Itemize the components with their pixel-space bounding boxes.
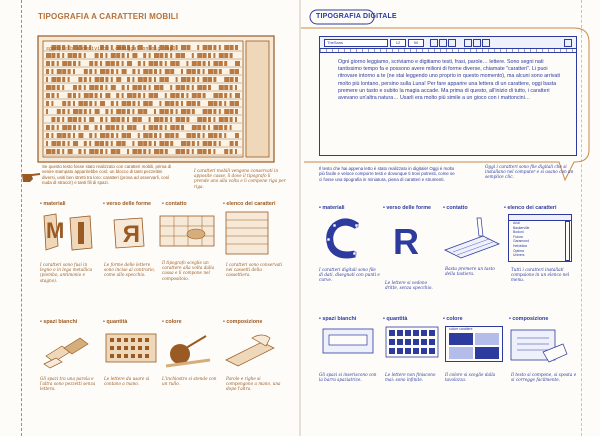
composing-stick-illustration xyxy=(158,212,216,250)
font-list-items[interactable] xyxy=(513,221,563,258)
left-note-materials: I caratteri sono fusi in legno o in lega metallica (piombo, antimonio e stagno). xyxy=(40,262,93,283)
screen-text[interactable]: Ogni giorno leggiamo, scriviamo e digitiamo testi, frasi, parole… lettere. Sono segni nati tantissimo tempo fa e possono avere milioni di forme diverse, chiamate "caratteri". Li puoi ritrovare intorno a te (ne stai leggendo uno proprio in questo momento), ma alcuni sono arrivati molto più lontano, persino sulla Luna! Per fare apparire una lettera di un carattere, oggi basta premere un tasto e subito la magia accade. Ma prima di questo, all'inizio di tutto, i caratteri avevano un'altra natura… Usarli era molto più simile a un gioco con i mattoncini… xyxy=(338,59,561,102)
left-note-quantity: Le lettere da usare si contano a mano. xyxy=(104,376,150,387)
palette-label: colore carattere xyxy=(449,327,473,331)
letter-grid-illustration xyxy=(385,326,439,358)
right-label-contact: • contatto xyxy=(443,205,468,211)
svg-text:M: M xyxy=(46,218,65,243)
align-left-button[interactable] xyxy=(464,39,472,47)
color-swatches[interactable] xyxy=(449,333,499,359)
mouse-hand-illustration xyxy=(509,324,569,364)
right-note-contact: Basta premere un tasto della tastiera. xyxy=(445,266,495,277)
type-cabinet-illustration xyxy=(224,210,270,256)
left-note-composition: Parole e righe si compongono a mano, una dopo l'altra. xyxy=(226,376,281,392)
spacebar-illustration xyxy=(321,327,375,357)
right-intro-text: Il testo che hai appena letto è stato realizzato in digitale! Oggi è molto più facile e veloce comporre testi e dovunque ti trovi potresti, come se ci fosse una tipografia in miniatura, piena di caratteri e strumenti. xyxy=(319,166,455,182)
right-note-color: Il colore si sceglie dalla tavolozza. xyxy=(445,372,496,383)
right-note-spaces: Gli spazi si inseriscono con la barra spaziatrice. xyxy=(319,372,377,383)
right-label-quantity: • quantità xyxy=(383,316,408,322)
mirrored-letter-illustration xyxy=(108,212,150,252)
right-label-color: • colore xyxy=(443,316,463,322)
underline-button[interactable] xyxy=(448,39,456,47)
right-label-materials: • materiali xyxy=(319,205,345,211)
left-note-spaces: Gli spazi tra una parola e l'altra sono pezzetti senza lettera. xyxy=(40,376,96,392)
digital-letter-r-illustration xyxy=(389,218,433,262)
font-list-window xyxy=(508,214,572,262)
font-list-item[interactable]: Univers xyxy=(513,253,525,258)
left-note-contact: Il tipografo sceglie un carattere alla volta dalla cassa e li compone nel compositoio. xyxy=(162,260,215,281)
svg-text:R: R xyxy=(122,221,140,248)
left-label-composition: • composizione xyxy=(223,319,263,325)
left-label-materials: • materiali xyxy=(40,201,66,207)
window-close-icon[interactable] xyxy=(564,39,572,47)
font-name-field[interactable]: TheSans xyxy=(324,39,388,47)
right-handnote: Oggi i caratteri sono file digitali che si installano nel computer e si usano con un semplice clic. xyxy=(485,164,574,180)
font-list-item[interactable]: Baskerville xyxy=(513,225,530,230)
font-list-item[interactable]: Optima xyxy=(513,248,524,253)
right-label-composition: • composizione xyxy=(509,316,549,322)
font-list-item[interactable]: Futura xyxy=(513,234,523,239)
svg-text:R: R xyxy=(393,221,419,262)
zoom-field[interactable]: 50 xyxy=(408,39,424,47)
color-palette-window xyxy=(445,326,503,362)
align-right-button[interactable] xyxy=(482,39,490,47)
composing-hand-illustration xyxy=(222,330,282,370)
right-note-shapes: Le lettere si vedono dritte, senza specchio. xyxy=(385,280,433,291)
right-note-materials: I caratteri digitali sono file di dati, disegnati con punti e curve. xyxy=(319,267,380,283)
font-list-item[interactable]: Helvetica xyxy=(513,243,527,248)
left-note-color: L'inchiostro si stende con un rullo. xyxy=(162,376,217,387)
left-label-contact: • contatto xyxy=(162,201,187,207)
left-label-spaces: • spazi bianchi xyxy=(40,319,78,325)
metal-type-illustration xyxy=(40,212,98,252)
left-label-quantity: • quantità xyxy=(103,319,128,325)
right-page-title: TIPOGRAFIA DIGITALE xyxy=(316,13,397,20)
left-note-shapes: Le forme delle lettere sono incise al contrario, come allo specchio. xyxy=(104,262,156,278)
right-note-composition: Il testo si compone, si sposta e si corregge facilmente. xyxy=(511,372,577,383)
right-page xyxy=(301,0,600,436)
italic-button[interactable] xyxy=(439,39,447,47)
left-label-fontlist: • elenco dei caratteri xyxy=(223,201,276,207)
type-drawer-illustration xyxy=(104,332,158,364)
keyboard-hand-illustration xyxy=(443,214,501,258)
svg-text:ƨϱϱoʇiƨib ɘ omɒivirɔƨ ,omɒiɡɡɘ: ƨϱϱoʇiƨib ɘ omɒivirɔƨ ,omɒiɡɡɘl onɿoiɡ inϱO xyxy=(46,46,176,52)
font-list-item[interactable]: Garamond xyxy=(513,239,530,244)
right-note-fontlist: Tutti i caratteri installati compaiono in un elenco nel menu. xyxy=(511,267,570,283)
bold-button[interactable] xyxy=(430,39,438,47)
font-list-item[interactable]: Bodoni xyxy=(513,230,524,235)
right-label-fontlist: • elenco dei caratteri xyxy=(504,205,557,211)
left-handnote: I caratteri mobili vengono conservati in apposite casse, lì dove il tipografo li prende uno alla volta e li compone riga per riga. xyxy=(194,168,286,189)
right-note-quantity: Le lettere non finiscono mai: sono infinite. xyxy=(385,372,436,383)
left-intro-text: Se questo testo fosse stato realizzato con caratteri mobili, prima di venire stampato apparirebbe così: un blocco di tanti pezzettini diversi, uniti ben stretti tra loro: caratteri (prova ad osservarli, così nuda di stracci!) e tanti fili di spazi. xyxy=(42,164,172,186)
right-label-shapes: • verso delle forme xyxy=(383,205,432,211)
app-window xyxy=(319,36,577,156)
font-list-scrollbar[interactable] xyxy=(565,221,570,261)
spacing-blocks-illustration xyxy=(40,330,96,368)
left-label-shapes: • verso delle forme xyxy=(103,201,152,207)
left-page xyxy=(0,0,299,436)
ink-roller-illustration xyxy=(160,330,218,370)
align-center-button[interactable] xyxy=(473,39,481,47)
font-size-field[interactable]: 12 xyxy=(390,39,406,47)
type-case-illustration xyxy=(38,36,274,162)
left-note-fontlist: I caratteri sono conservati nei cassetti della cassettiera. xyxy=(226,262,283,278)
margin-dashes xyxy=(21,0,22,436)
vector-letter-c-illustration xyxy=(323,216,367,262)
left-page-title: TIPOGRAFIA A CARATTERI MOBILI xyxy=(38,12,179,21)
font-list-item[interactable]: Arial xyxy=(513,221,520,225)
right-label-spaces: • spazi bianchi xyxy=(319,316,357,322)
left-label-color: • colore xyxy=(162,319,182,325)
pointing-hand-icon xyxy=(20,166,42,184)
window-ruler xyxy=(320,48,576,53)
